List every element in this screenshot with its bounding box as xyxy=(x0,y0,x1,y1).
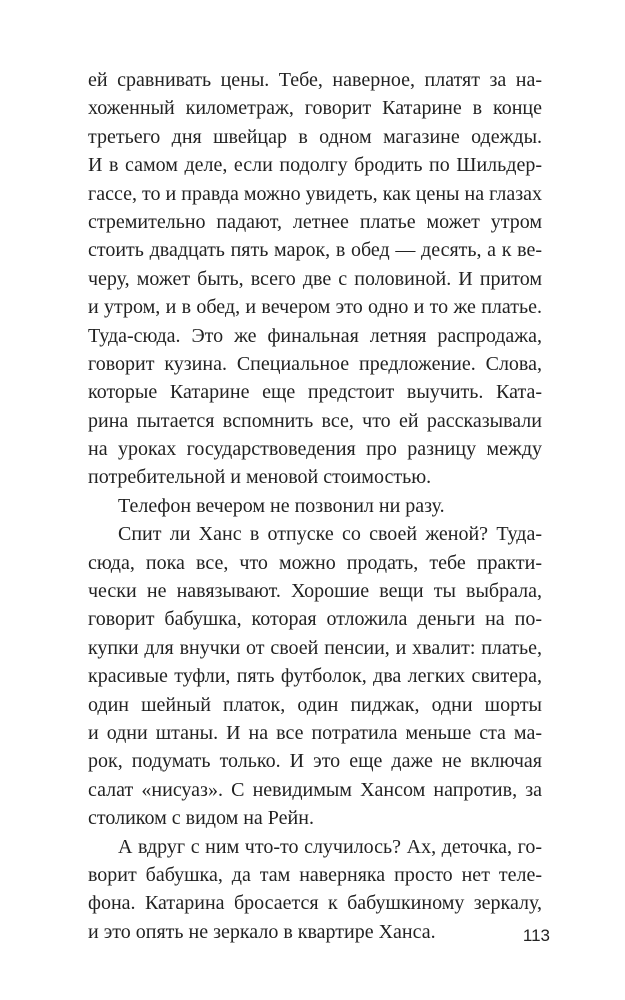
text-line: ворит бабушка, да там наверняка просто нет теле- xyxy=(88,863,542,886)
text-line: и это опять не зеркало в квартире Ханса. xyxy=(88,920,436,943)
text-line: купки для внучки от своей пенсии, и хвалит: платье, xyxy=(88,636,542,659)
text-line: ей сравнивать цены. Тебе, наверное, платят за на- xyxy=(88,69,542,91)
text-line: черу, может быть, всего две с половиной. И притом xyxy=(88,267,542,290)
text-line: и одни штаны. И на все потратила меньше ста ма- xyxy=(88,721,542,744)
text-line: гассе, то и правда можно увидеть, как цены на глазах xyxy=(88,182,542,205)
text-line: Телефон вечером не позвонил ни разу. xyxy=(118,494,445,517)
text-line: Туда-сюда. Это же финальная летняя распродажа, xyxy=(88,324,542,347)
text-line: которые Катарине еще предстоит выучить. Ката- xyxy=(88,381,542,404)
text-line: рина пытается вспомнить все, что ей рассказывали xyxy=(88,409,542,432)
text-line: потребительной и меновой стоимостью. xyxy=(88,466,432,489)
text-line: один шейный платок, один пиджак, одни шорты xyxy=(88,693,542,716)
text-line: третьего дня швейцар в одном магазине одежды. xyxy=(88,125,542,148)
text-line: стоить двадцать пять марок, в обед — десять, а к ве- xyxy=(88,239,542,262)
page-number: 113 xyxy=(522,926,550,945)
text-line: чески не навязывают. Хорошие вещи ты выбрала, xyxy=(88,580,542,603)
text-line: на уроках государствоведения про разницу между xyxy=(88,438,542,461)
text-line: Спит ли Ханс в отпуске со своей женой? Туда- xyxy=(118,523,542,546)
text-line: хоженный километраж, говорит Катарине в конце xyxy=(88,97,542,120)
text-line: стремительно падают, летнее платье может утром xyxy=(88,210,542,233)
text-line: говорит бабушка, которая отложила деньги на по- xyxy=(88,608,542,631)
text-line: А вдруг с ним что-то случилось? Ах, деточка, го- xyxy=(118,835,542,858)
text-line: рок, подумать только. И это еще даже не включая xyxy=(88,750,542,773)
text-line: говорит кузина. Специальное предложение. Слова, xyxy=(88,352,542,375)
text-line: И в самом деле, если подолгу бродить по Шильдер- xyxy=(88,154,542,177)
text-line: сюда, пока все, что можно продать, тебе практи- xyxy=(88,551,542,574)
text-line: столиком с видом на Рейн. xyxy=(88,807,314,830)
page-body-text xyxy=(88,66,542,946)
text-line: красивые туфли, пять футболок, два легких свитера, xyxy=(88,665,542,688)
text-line: фона. Катарина бросается к бабушкиному зеркалу, xyxy=(88,892,542,915)
text-line: салат «нисуаз». С невидимым Хансом напротив, за xyxy=(88,778,542,801)
text-line: и утром, и в обед, и вечером это одно и то же платье. xyxy=(88,296,542,319)
